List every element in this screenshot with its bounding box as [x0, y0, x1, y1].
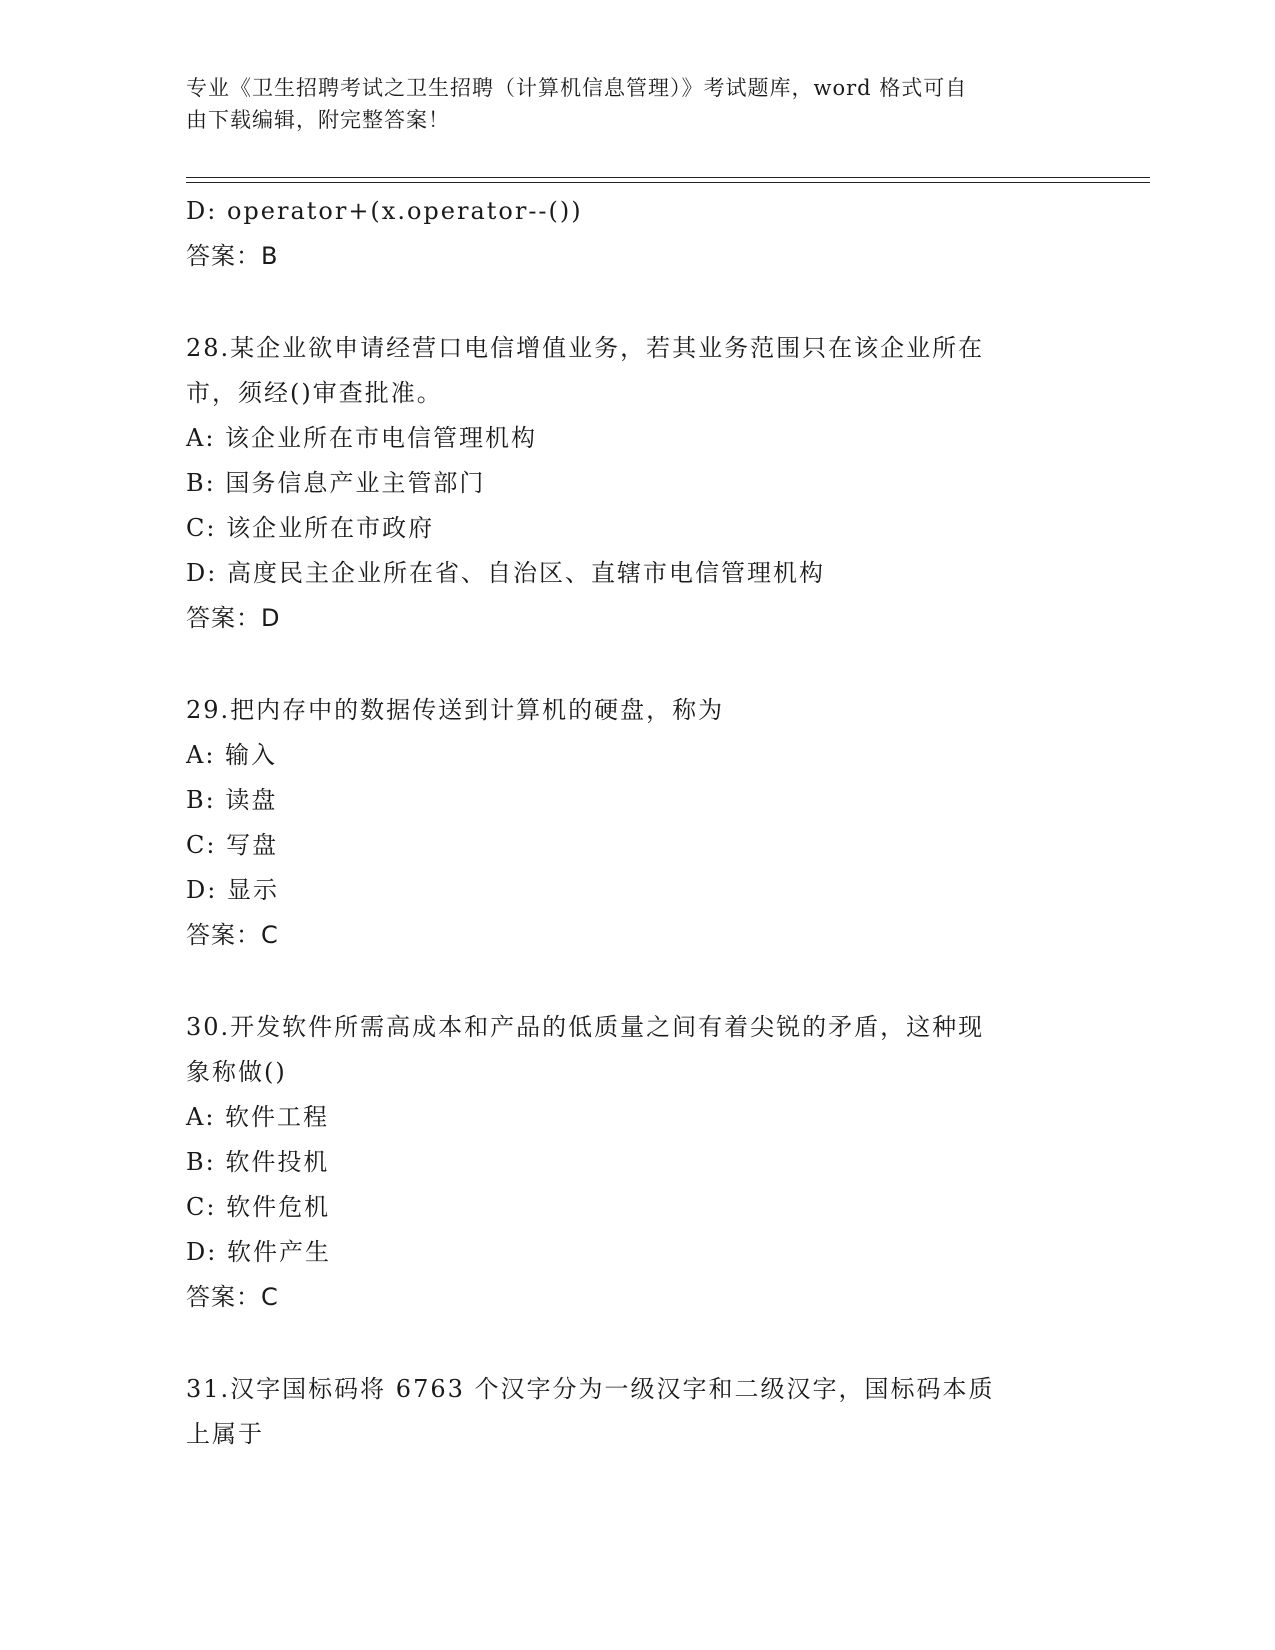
option-d: D: 显示 [186, 876, 279, 904]
document-header [186, 72, 1066, 136]
header-rule-top [186, 177, 1150, 178]
answer: 答案：B [186, 242, 279, 270]
option-d: D: 高度民主企业所在省、自治区、直辖市电信管理机构 [186, 559, 825, 587]
option-c: C: 写盘 [186, 831, 279, 859]
question-stem: 31.汉字国标码将 6763 个汉字分为一级汉字和二级汉字，国标码本质 [186, 1375, 995, 1403]
question-stem-cont: 象称做() [186, 1058, 287, 1086]
question-28 [186, 326, 1086, 641]
option-c: C: 该企业所在市政府 [186, 514, 435, 542]
option-b: B: 国务信息产业主管部门 [186, 469, 486, 497]
option-d: D: operator+(x.operator--()) [186, 197, 583, 225]
question-29 [186, 688, 1086, 958]
question-stem: 29.把内存中的数据传送到计算机的硬盘，称为 [186, 696, 725, 724]
option-b: B: 软件投机 [186, 1148, 330, 1176]
answer: 答案：C [186, 921, 279, 949]
answer: 答案：D [186, 604, 281, 632]
question-stem-cont: 上属于 [186, 1420, 264, 1448]
question-stem: 28.某企业欲申请经营口电信增值业务，若其业务范围只在该企业所在 [186, 334, 985, 362]
previous-question-tail [186, 189, 1086, 279]
header-line-2: 由下载编辑，附完整答案！ [186, 108, 450, 132]
header-rule-bottom [186, 182, 1150, 183]
question-list [186, 189, 1086, 1457]
option-a: A: 该企业所在市电信管理机构 [186, 424, 538, 452]
question-stem-cont: 市，须经()审查批准。 [186, 379, 443, 407]
option-d: D: 软件产生 [186, 1238, 331, 1266]
option-c: C: 软件危机 [186, 1193, 331, 1221]
header-line-1: 专业《卫生招聘考试之卫生招聘（计算机信息管理）》考试题库，word 格式可自 [186, 76, 968, 100]
option-a: A: 软件工程 [186, 1103, 330, 1131]
question-30 [186, 1005, 1086, 1320]
question-stem: 30.开发软件所需高成本和产品的低质量之间有着尖锐的矛盾，这种现 [186, 1013, 985, 1041]
question-31 [186, 1367, 1086, 1457]
option-a: A: 输入 [186, 741, 278, 769]
answer: 答案：C [186, 1283, 279, 1311]
option-b: B: 读盘 [186, 786, 278, 814]
